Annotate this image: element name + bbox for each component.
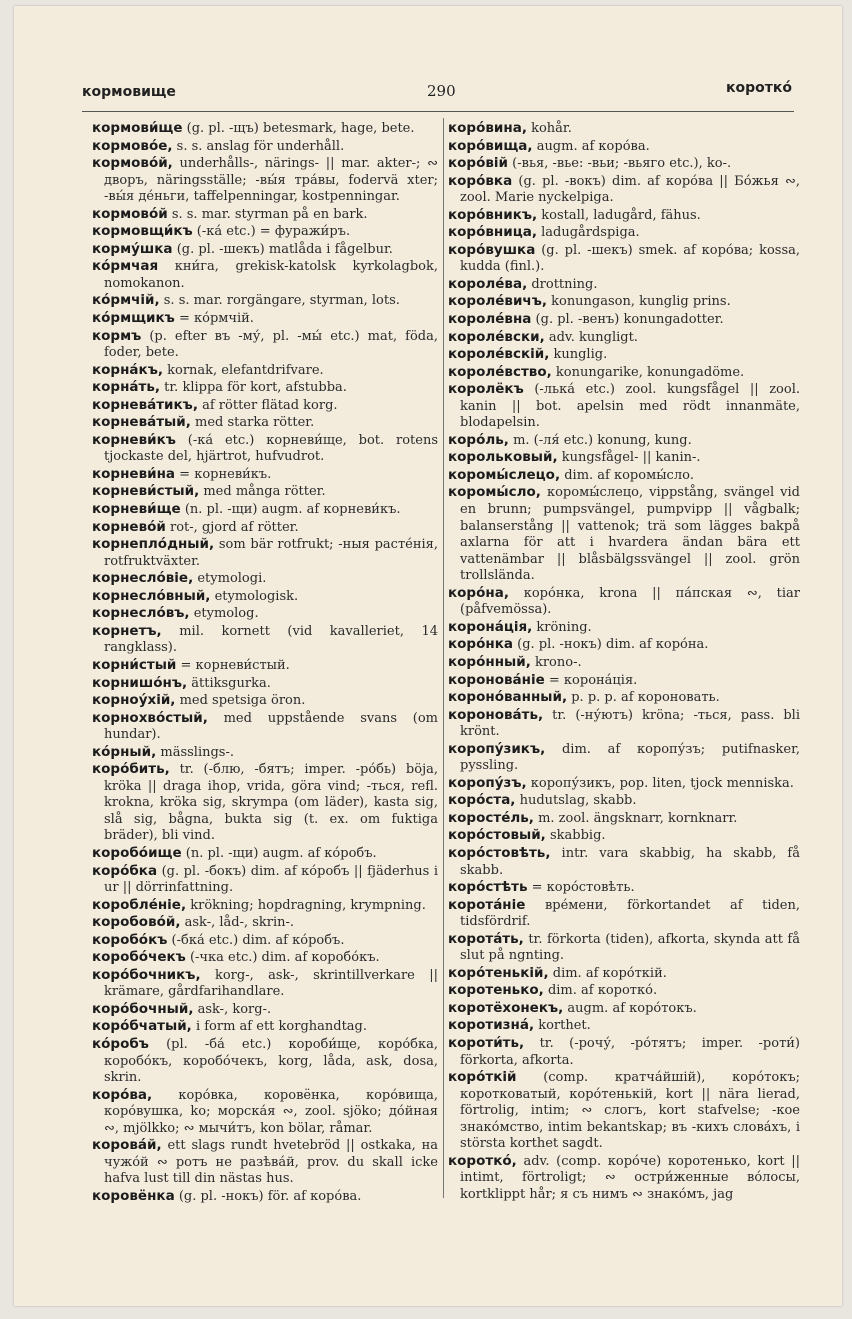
entry-definition: s. s. mar. rorgängare, styrman, lots.: [163, 293, 400, 309]
dictionary-entry: [448, 311, 800, 329]
dictionary-entry: [448, 346, 800, 364]
entry-definition: kröning.: [536, 619, 592, 635]
entry-headword: корнесло́віе,: [92, 570, 194, 587]
dictionary-entry: [92, 223, 438, 241]
entry-headword: корневи́ще: [92, 501, 181, 518]
dictionary-entry: [448, 845, 800, 879]
entry-definition: hudutslag, skabb.: [519, 793, 637, 809]
entry-definition: konungason, kunglig prins.: [551, 294, 731, 310]
entry-headword: кормовщи́къ: [92, 223, 193, 240]
entry-headword: корота́ть,: [448, 930, 524, 947]
entry-headword: кормови́ще: [92, 120, 183, 136]
entry-headword: короле́вичъ,: [448, 293, 547, 310]
dictionary-entry: [92, 744, 438, 762]
dictionary-entry: [448, 293, 800, 311]
entry-definition: tr. förkorta (tiden), afkorta, skynda att få slut på ngnting.: [460, 931, 800, 964]
entry-headword: коро́вина,: [448, 120, 527, 136]
dictionary-entry: [92, 897, 438, 915]
entry-definition: (g. pl. -венъ) konungadotter.: [535, 312, 724, 328]
dictionary-entry: [448, 381, 800, 432]
dictionary-entry: [92, 432, 438, 466]
dictionary-entry: [92, 258, 438, 292]
dictionary-entry: [92, 761, 438, 845]
dictionary-entry: [448, 982, 800, 1000]
entry-headword: коро́вка: [448, 172, 513, 189]
entry-definition: dim. af коро́ткій.: [552, 965, 667, 981]
entry-definition: etymologi.: [197, 571, 267, 587]
entry-headword: коро́вій: [448, 155, 509, 172]
entry-headword: коро́бочникъ,: [92, 966, 201, 983]
dictionary-entry: [448, 879, 800, 897]
dictionary-entry: [448, 1153, 800, 1204]
entry-definition: = корневи́стый.: [180, 657, 290, 673]
entry-definition: korg-, ask-, skrintillverkare || krämare, gårdfarihandlare.: [104, 967, 439, 1000]
entry-headword: коробо́ище: [92, 844, 182, 861]
entry-definition: (n. pl. -щи) augm. af ко́робъ.: [185, 845, 377, 861]
entry-headword: королёкъ: [448, 381, 524, 398]
entry-headword: корольковый,: [448, 449, 558, 466]
dictionary-entry: [92, 692, 438, 710]
entry-headword: корнесло́вный,: [92, 587, 211, 604]
entry-headword: короле́вна: [448, 311, 532, 328]
entry-definition: (g. pl. -нокъ) för. af коро́ва.: [178, 1188, 362, 1204]
entry-definition: etymolog.: [193, 606, 259, 622]
entry-headword: короле́вство,: [448, 363, 552, 380]
entry-definition: (-ка́ etc.) = фуражи́ръ.: [196, 224, 351, 240]
page-number: 290: [427, 82, 456, 100]
dictionary-entry: [92, 292, 438, 310]
dictionary-entry: [92, 536, 438, 570]
dictionary-entry: [448, 672, 800, 690]
entry-definition: кни́га, grekisk-katolsk kyrkolagbok, nomokanon.: [104, 259, 438, 291]
entry-headword: коро́ва,: [92, 1086, 153, 1103]
entry-definition: (-вья, -вье: -вьи; -вьяго etc.), ko-.: [512, 156, 732, 172]
dictionary-entry: [92, 657, 438, 675]
entry-definition: etymologisk.: [214, 588, 299, 604]
entry-definition: med spetsiga öron.: [179, 693, 306, 709]
dictionary-entry: [448, 484, 800, 584]
entry-headword: ко́робъ: [92, 1035, 149, 1052]
entry-headword: кормъ: [92, 327, 142, 344]
entry-definition: krökning; hopdragning, krympning.: [190, 897, 426, 913]
dictionary-entry: [92, 967, 438, 1001]
right-column: [448, 120, 800, 1203]
entry-definition: kunglig.: [553, 347, 608, 363]
dictionary-entry: [92, 932, 438, 950]
entry-definition: tr. klippa för kort, afstubba.: [164, 380, 347, 396]
entry-headword: корота́ніе: [448, 896, 526, 913]
entry-headword: коротенько,: [448, 982, 544, 999]
entry-definition: intr. vara skabbig, ha skabb, få skabb.: [460, 845, 800, 878]
entry-headword: корна́къ,: [92, 361, 163, 378]
entry-headword: коро́ткій: [448, 1069, 517, 1086]
entry-headword: корна́ть,: [92, 379, 161, 396]
left-running-headword: кормовище: [82, 84, 176, 100]
entry-headword: короле́вскій,: [448, 346, 550, 363]
entry-definition: (p. efter въ -му́, pl. -мы́ etc.) mat, föda, foder, bete.: [104, 328, 438, 361]
entry-headword: коро́ста,: [448, 792, 516, 809]
entry-headword: коронова́ніе: [448, 671, 545, 688]
entry-definition: kungsfågel- || kanin-.: [561, 450, 701, 466]
entry-headword: короти́ть,: [448, 1034, 525, 1051]
entry-headword: коровёнка: [92, 1187, 175, 1204]
entry-headword: ко́рмчая: [92, 258, 159, 275]
dictionary-entry: [92, 1018, 438, 1036]
entry-headword: коро́бка: [92, 862, 158, 879]
dictionary-entry: [92, 120, 438, 138]
right-running-headword: коротко́: [726, 80, 792, 96]
entry-headword: короле́ва,: [448, 275, 528, 292]
entry-definition: (g. pl. -нокъ) dim. af коро́на.: [517, 637, 709, 653]
dictionary-entry: [448, 207, 800, 225]
entry-definition: ett slags rundt hvetebröd || ostkaka, на чужо́й ∾ ротъ не разѣва́й, prov. du skall icke hafva lust till din nästas hus.: [104, 1138, 438, 1187]
dictionary-entry: [448, 810, 800, 828]
entry-definition: (-чка etc.) dim. af коробо́къ.: [189, 950, 380, 966]
dictionary-entry: [92, 1036, 438, 1087]
entry-headword: корневи́къ: [92, 431, 176, 448]
entry-headword: коро́бчатый,: [92, 1018, 192, 1035]
dictionary-entry: [92, 379, 438, 397]
entry-definition: (-ка́ etc.) корневи́ще, bot. rotens tjockaste del, hjärtrot, hufvudrot.: [104, 432, 438, 465]
entry-definition: m. zool. ängsknarr, kornknarr.: [538, 810, 738, 826]
column-divider: [443, 118, 444, 1198]
entry-headword: коросте́ль,: [448, 809, 534, 826]
entry-headword: корневи́на: [92, 465, 176, 482]
entry-definition: augm. af коро́токъ.: [567, 1000, 697, 1016]
entry-definition: (g. pl. -шекъ) matlåda i fågelbur.: [176, 241, 393, 257]
entry-headword: корнесло́въ,: [92, 605, 190, 622]
dictionary-entry: [448, 1035, 800, 1069]
entry-headword: кормово́е,: [92, 137, 173, 154]
entry-headword: коромы́сло,: [448, 484, 541, 501]
entry-headword: коротизна́,: [448, 1017, 535, 1034]
entry-headword: корона́ція,: [448, 618, 533, 635]
dictionary-entry: [448, 636, 800, 654]
dictionary-entry: [448, 1069, 800, 1153]
entry-definition: p. p. p. af короновать.: [571, 690, 720, 706]
entry-definition: ladugårdspiga.: [541, 225, 640, 241]
dictionary-entry: [92, 1188, 438, 1206]
entry-definition: som bär rotfrukt; -ныя расте́нія, rotfruktväxter.: [104, 537, 438, 569]
entry-definition: (g. pl. -шекъ) smek. af коро́ва; kossa, kudda (finl.).: [460, 242, 800, 275]
page-header: [82, 74, 792, 108]
dictionary-entry: [92, 949, 438, 967]
dictionary-entry: [448, 224, 800, 242]
dictionary-entry: [448, 707, 800, 741]
entry-headword: коро́стовѣть,: [448, 844, 551, 861]
dictionary-entry: [92, 845, 438, 863]
entry-headword: корнепло́дный,: [92, 536, 215, 553]
dictionary-entry: [448, 585, 800, 619]
dictionary-entry: [92, 414, 438, 432]
entry-headword: коро́бочный,: [92, 1000, 194, 1017]
dictionary-entry: [448, 242, 800, 276]
entry-definition: s. s. anslag för underhåll.: [176, 138, 345, 154]
dictionary-entry: [448, 827, 800, 845]
dictionary-entry: [448, 120, 800, 138]
entry-definition: med många rötter.: [203, 484, 326, 500]
entry-definition: augm. af коро́ва.: [536, 138, 650, 154]
dictionary-entry: [448, 931, 800, 965]
dictionary-entry: [448, 329, 800, 347]
entry-definition: коро́нка, krona || па́пская ∾, tiar (påfvemössa).: [460, 585, 800, 618]
entry-headword: коро́стовый,: [448, 827, 546, 844]
entry-definition: kostall, ladugård, fähus.: [541, 207, 701, 223]
entry-definition: mil. kornett (vid kavalleriet, 14 rangklass).: [104, 623, 439, 656]
dictionary-entry: [448, 775, 800, 793]
entry-definition: ask-, låd-, skrin-.: [184, 915, 295, 931]
entry-definition: krono-.: [534, 654, 582, 670]
entry-headword: корнишо́нъ,: [92, 674, 188, 691]
entry-headword: ко́рмчій,: [92, 292, 160, 309]
entry-definition: ättiksgurka.: [191, 675, 271, 691]
dictionary-entry: [448, 364, 800, 382]
dictionary-entry: [448, 792, 800, 810]
entry-definition: mässlings-.: [160, 744, 235, 760]
dictionary-entry: [448, 276, 800, 294]
entry-definition: s. s. mar. styrman på en bark.: [171, 206, 368, 222]
dictionary-entry: [92, 466, 438, 484]
entry-headword: кормово́й,: [92, 155, 173, 172]
entry-headword: коромы́слецо,: [448, 466, 561, 483]
dictionary-entry: [92, 483, 438, 501]
entry-headword: корни́стый: [92, 656, 177, 673]
entry-headword: корова́й,: [92, 1137, 162, 1154]
entry-headword: коротко́,: [448, 1152, 517, 1169]
entry-headword: корневи́стый,: [92, 483, 200, 500]
dictionary-entry: [92, 588, 438, 606]
dictionary-entry: [92, 623, 438, 657]
entry-definition: dim. af коротко́.: [547, 983, 658, 999]
entry-definition: skabbig.: [549, 828, 606, 844]
dictionary-entry: [92, 675, 438, 693]
dictionary-entry: [92, 570, 438, 588]
entry-definition: (n. pl. -щи) augm. af корневи́къ.: [184, 502, 401, 518]
entry-headword: коропу́зъ,: [448, 774, 527, 791]
dictionary-entry: [448, 467, 800, 485]
dictionary-entry: [92, 241, 438, 259]
dictionary-entry: [448, 432, 800, 450]
dictionary-entry: [92, 328, 438, 362]
entry-definition: med uppstående svans (om hundar).: [104, 710, 438, 743]
dictionary-entry: [92, 519, 438, 537]
dictionary-entry: [448, 449, 800, 467]
entry-definition: m. (-ля́ etc.) konung, kung.: [513, 432, 692, 448]
entry-definition: вре́мени, förkortandet af tiden, tidsfördrif.: [460, 897, 800, 930]
entry-definition: underhålls-, närings- || mar. akter-; ∾ дворъ, näringsställe; -вы́я тра́вы, fodervä xter; -вы́я де́ньги, taffelpenningar, kostpenningar.: [104, 156, 438, 205]
dictionary-entry: [92, 310, 438, 328]
entry-definition: = коро́стовѣть.: [531, 880, 635, 896]
entry-headword: короле́вски,: [448, 328, 545, 345]
dictionary-entry: [448, 173, 800, 207]
entry-definition: med starka rötter.: [195, 415, 315, 431]
entry-definition: i form af ett korghandtag.: [195, 1019, 368, 1035]
dictionary-entry: [92, 1001, 438, 1019]
dictionary-entry: [92, 155, 438, 206]
entry-headword: ко́рмщикъ: [92, 310, 175, 327]
entry-definition: (g. pl. -бокъ) dim. af ко́робъ || fjäderhus i ur || dörrinfattning.: [104, 863, 438, 896]
entry-definition: (comp. кратча́йшій), коро́токъ; коротковатый, коро́тенькій, kort || nära lierad, förtrolig, intim; ∾ слогъ, kort stafvelse; -кое знако́мство, intim bekantskap; въ -кихъ слова́хъ, i största korthet sagdt.: [460, 1070, 800, 1152]
entry-definition: af rötter flätad korg.: [202, 397, 338, 413]
dictionary-entry: [448, 965, 800, 983]
entry-definition: korthet.: [538, 1018, 591, 1034]
entry-definition: drottning.: [531, 276, 598, 292]
entry-definition: kornak, elefantdrifvare.: [167, 362, 324, 378]
entry-headword: коро́бить,: [92, 761, 170, 778]
entry-headword: коро́нка: [448, 636, 513, 653]
dictionary-entry: [448, 689, 800, 707]
entry-definition: коромы́слецо, vippstång, svängel vid en brunn; pumpsvängel, pumpvipp || vågbalk; balanserstång || vattenok; trä som lägges bakpå axlarna för att i hvardera ändan bära ett vattenämbar || blåsbälgssvängel || zool. grön trollslända.: [460, 485, 800, 584]
entry-definition: adv. (comp. коро́че) коротенько, kort || intimt, förtroligt; ∾ остри́женные во́лосы, kortklippt hår; я съ нимъ ∾ знако́мъ, jag: [460, 1153, 800, 1202]
entry-headword: корнева́тикъ,: [92, 396, 198, 413]
dictionary-entry: [448, 654, 800, 672]
entry-headword: ко́рный,: [92, 743, 157, 760]
dictionary-entry: [92, 863, 438, 897]
dictionary-entry: [448, 897, 800, 931]
entry-definition: (-бка́ etc.) dim. af ко́робъ.: [171, 932, 345, 948]
entry-headword: коро́нный,: [448, 653, 531, 670]
entry-definition: tr. (-блю, -бятъ; imper. -ро́бь) böja, kröka || draga ihop, vrida, göra vind; -ться, refl. krokna, kröka sig, skrympa (om läder), kasta sig, slå sig, bågna, bukta sig (t. ex. om fuktiga bräder), bli vind.: [104, 762, 438, 844]
dictionary-entry: [448, 138, 800, 156]
left-column: [92, 120, 438, 1205]
entry-definition: tr. (-ну́ютъ) kröna; -ться, pass. bli krönt.: [460, 707, 800, 740]
entry-definition: dim. af коромы́сло.: [564, 467, 695, 483]
entry-headword: коронова́ть,: [448, 706, 544, 723]
entry-headword: коро́вища,: [448, 137, 533, 154]
entry-definition: = корона́ція.: [548, 672, 638, 688]
dictionary-entry: [448, 619, 800, 637]
entry-definition: konungarike, konungadöme.: [555, 364, 745, 380]
dictionary-entry: [92, 710, 438, 744]
dictionary-entry: [448, 741, 800, 775]
entry-definition: коропу́зикъ, pop. liten, tjock menniska.: [530, 775, 794, 791]
dictionary-entry: [92, 362, 438, 380]
entry-definition: (g. pl. -щъ) betesmark, hage, bete.: [186, 121, 415, 136]
entry-headword: коротёхонекъ,: [448, 999, 564, 1016]
entry-headword: коро́на,: [448, 584, 509, 601]
entry-headword: коро́вница,: [448, 224, 537, 241]
entry-headword: коро́вушка: [448, 241, 536, 258]
entry-headword: коро́ль,: [448, 431, 509, 448]
entry-definition: dim. af коропу́зъ; putifnasker, pyssling.: [460, 741, 800, 774]
entry-headword: коробо́чекъ: [92, 949, 186, 966]
entry-definition: (pl. -ба́ etc.) короби́ще, коро́бка, коробо́къ, коробо́чекъ, korg, låda, ask, dosa, skrin.: [104, 1036, 438, 1086]
entry-headword: корнетъ,: [92, 622, 162, 639]
dictionary-entry: [92, 1137, 438, 1188]
dictionary-entry: [448, 1000, 800, 1018]
entry-headword: коробо́къ: [92, 931, 168, 948]
entry-headword: корнева́тый,: [92, 414, 191, 431]
entry-definition: коро́вка, коровёнка, коро́вища, коро́вушка, ko; морска́я ∾, zool. sjöko; до́йная ∾, mjölkko; ∾ мычи́тъ, kon bölar, råmar.: [104, 1087, 438, 1136]
entry-definition: (-лька́ etc.) zool. kungsfågel || zool. kanin || bot. apelsin med rödt innanmäte, blodapelsin.: [460, 382, 801, 431]
entry-definition: ask-, korg-.: [197, 1001, 272, 1017]
entry-headword: корoно́ванный,: [448, 689, 568, 706]
dictionary-entry: [92, 501, 438, 519]
entry-definition: adv. kungligt.: [548, 329, 638, 345]
header-rule: [82, 111, 794, 112]
entry-headword: корму́шка: [92, 240, 173, 257]
entry-headword: кормово́й: [92, 205, 168, 222]
dictionary-entry: [92, 914, 438, 932]
entry-definition: = корневи́къ.: [179, 466, 272, 482]
entry-headword: коро́тенькій,: [448, 964, 549, 981]
entry-headword: коро́стѣть: [448, 879, 528, 896]
entry-definition: (g. pl. -вокъ) dim. af коро́ва || Бо́жья ∾, zool. Marie nyckelpiga.: [460, 173, 800, 206]
dictionary-entry: [92, 206, 438, 224]
dictionary-entry: [92, 397, 438, 415]
dictionary-entry: [92, 1087, 438, 1138]
entry-headword: корноу́хій,: [92, 692, 176, 709]
dictionary-entry: [92, 138, 438, 156]
entry-headword: корнево́й: [92, 518, 166, 535]
dictionary-entry: [448, 155, 800, 173]
entry-headword: коробле́ніе,: [92, 896, 187, 913]
entry-headword: коробово́й,: [92, 914, 181, 931]
entry-headword: коро́вникъ,: [448, 206, 538, 223]
entry-definition: = ко́рмчій.: [178, 311, 254, 327]
entry-headword: коропу́зикъ,: [448, 740, 546, 757]
entry-definition: tr. (-рочу́, -ро́тятъ; imper. -роти́) förkorta, afkorta.: [460, 1035, 801, 1068]
entry-definition: rot-, gjord af rötter.: [170, 519, 299, 535]
entry-headword: корнохво́стый,: [92, 709, 208, 726]
dictionary-entry: [448, 1017, 800, 1035]
dictionary-entry: [92, 605, 438, 623]
entry-definition: kohår.: [531, 121, 572, 136]
